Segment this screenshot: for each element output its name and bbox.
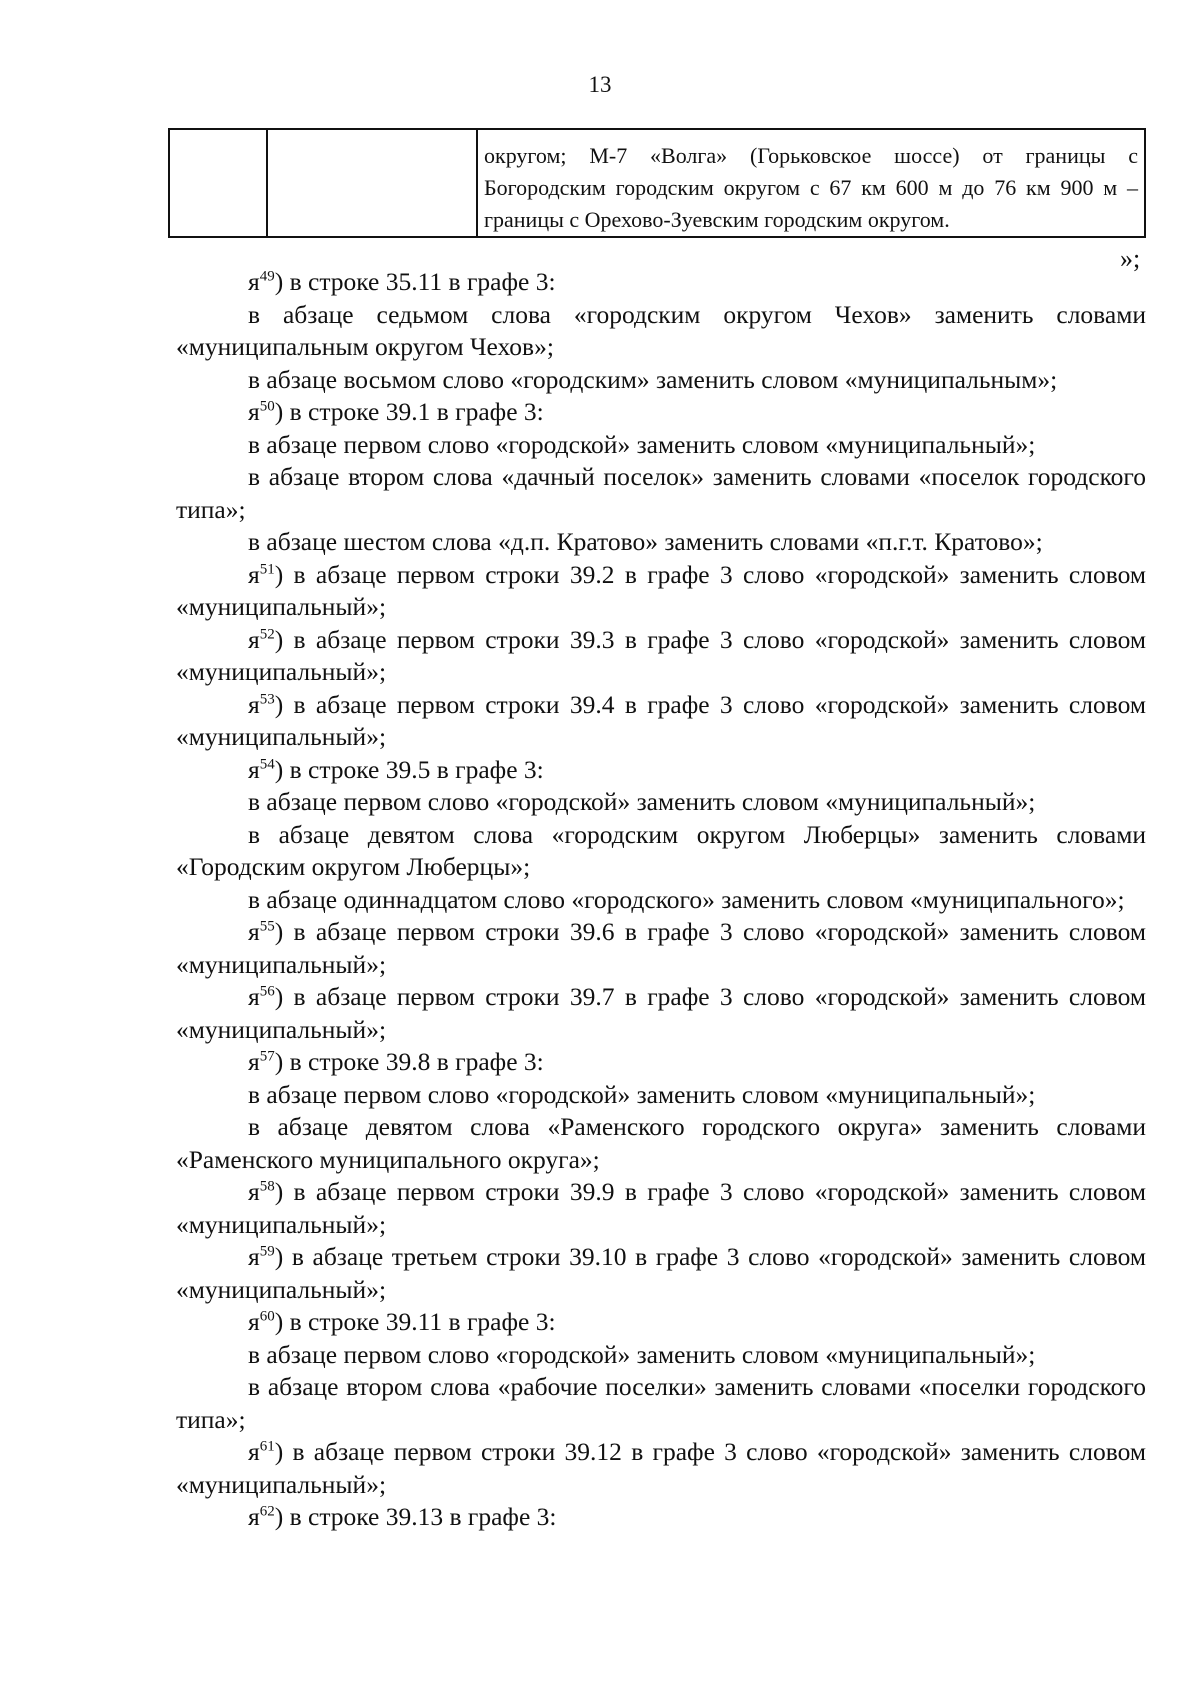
amendment-item: $я^{62}$) в строке 39.13 в графе 3: xyxy=(248,1502,557,1531)
amendment-item: в абзаце первом слово «городской» заменить словом «муниципальный»; xyxy=(248,429,1036,459)
item-marker: $я^{57}$ xyxy=(248,1047,275,1076)
amendment-item: в абзаце втором слова «рабочие поселки» заменить словами «поселки городского типа»; xyxy=(176,1372,1146,1434)
amendment-item: в абзаце восьмом слово «городским» заменить словом «муниципальным»; xyxy=(248,364,1058,394)
item-marker: $я^{51}$ xyxy=(248,559,275,589)
closing-quote: »; xyxy=(1120,244,1141,273)
amendment-item: в абзаце втором слова «дачный поселок» заменить словами «поселок городского типа»; xyxy=(176,462,1146,524)
item-marker: $я^{55}$ xyxy=(248,917,275,946)
amendment-item: $я^{60}$) в строке 39.11 в графе 3: xyxy=(248,1307,556,1336)
amendment-item: в абзаце первом слово «городской» заменить словом «муниципальный»; xyxy=(248,787,1036,816)
amendment-item: в абзаце девятом слова «городским округом Люберцы» заменить словами «Городским округом Люберцы»; xyxy=(176,819,1146,881)
item-marker: $я^{56}$ xyxy=(248,982,275,1011)
table-column-1 xyxy=(170,130,268,236)
amendment-item: в абзаце девятом слова «Раменского городского округа» заменить словами «Раменского муниципального округа»; xyxy=(176,1112,1146,1174)
amendment-item: $я^{54}$) в строке 39.5 в графе 3: xyxy=(248,754,544,784)
table-cell-text: округом; М-7 «Волга» (Горьковское шоссе) от границы с Богородским городским округом с 67 км 600 м до 76 км 900 м – границы с Орехово-Зуевским городским округом. xyxy=(484,143,1138,232)
item-marker: $я^{53}$ xyxy=(248,689,275,719)
amendment-item: $я^{51}$) в абзаце первом строки 39.2 в графе 3 слово «городской» заменить словом «муниципальный»; xyxy=(176,559,1146,621)
amendment-item: $я^{56}$) в абзаце первом строки 39.7 в графе 3 слово «городской» заменить словом «муниципальный»; xyxy=(176,982,1146,1044)
item-marker: $я^{58}$ xyxy=(248,1177,275,1206)
amendment-item: в абзаце одиннадцатом слово «городского» заменить словом «муниципального»; xyxy=(248,884,1125,914)
item-marker: $я^{62}$ xyxy=(248,1502,275,1531)
amendment-item: $я^{57}$) в строке 39.8 в графе 3: xyxy=(248,1047,544,1076)
amendment-item: $я^{49}$) в строке 35.11 в графе 3: xyxy=(248,267,556,296)
amendment-item: $я^{58}$) в абзаце первом строки 39.9 в графе 3 слово «городской» заменить словом «муниципальный»; xyxy=(176,1177,1146,1239)
amendment-item: в абзаце шестом слова «д.п. Кратово» заменить словами «п.г.т. Кратово»; xyxy=(248,527,1043,556)
item-marker: $я^{49}$ xyxy=(248,267,275,296)
page-number: 13 xyxy=(588,72,612,97)
item-marker: $я^{52}$ xyxy=(248,624,275,654)
amendment-item: $я^{53}$) в абзаце первом строки 39.4 в графе 3 слово «городской» заменить словом «муниципальный»; xyxy=(176,689,1146,751)
item-marker: $я^{61}$ xyxy=(248,1437,275,1466)
amendment-item: $я^{52}$) в абзаце первом строки 39.3 в графе 3 слово «городской» заменить словом «муниципальный»; xyxy=(176,624,1146,686)
amendment-item: в абзаце седьмом слова «городским округом Чехов» заменить словами «муниципальным округом Чехов»; xyxy=(176,299,1146,361)
amendment-item: $я^{50}$) в строке 39.1 в графе 3: xyxy=(248,397,544,426)
amendment-item: $я^{59}$) в абзаце третьем строки 39.10 в графе 3 слово «городской» заменить словом «муниципальный»; xyxy=(176,1242,1146,1304)
table-column-2 xyxy=(268,130,478,236)
amendment-list xyxy=(176,266,1146,1534)
item-marker: $я^{50}$ xyxy=(248,397,275,426)
continuation-table xyxy=(168,128,1146,238)
amendment-item: в абзаце первом слово «городской» заменить словом «муниципальный»; xyxy=(248,1339,1036,1369)
item-marker: $я^{59}$ xyxy=(248,1242,275,1271)
item-marker: $я^{54}$ xyxy=(248,754,275,784)
amendment-item: $я^{55}$) в абзаце первом строки 39.6 в графе 3 слово «городской» заменить словом «муниципальный»; xyxy=(176,917,1146,979)
amendment-item: $я^{61}$) в абзаце первом строки 39.12 в графе 3 слово «городской» заменить словом «муниципальный»; xyxy=(176,1437,1146,1499)
item-marker: $я^{60}$ xyxy=(248,1307,275,1336)
amendment-item: в абзаце первом слово «городской» заменить словом «муниципальный»; xyxy=(248,1079,1036,1109)
